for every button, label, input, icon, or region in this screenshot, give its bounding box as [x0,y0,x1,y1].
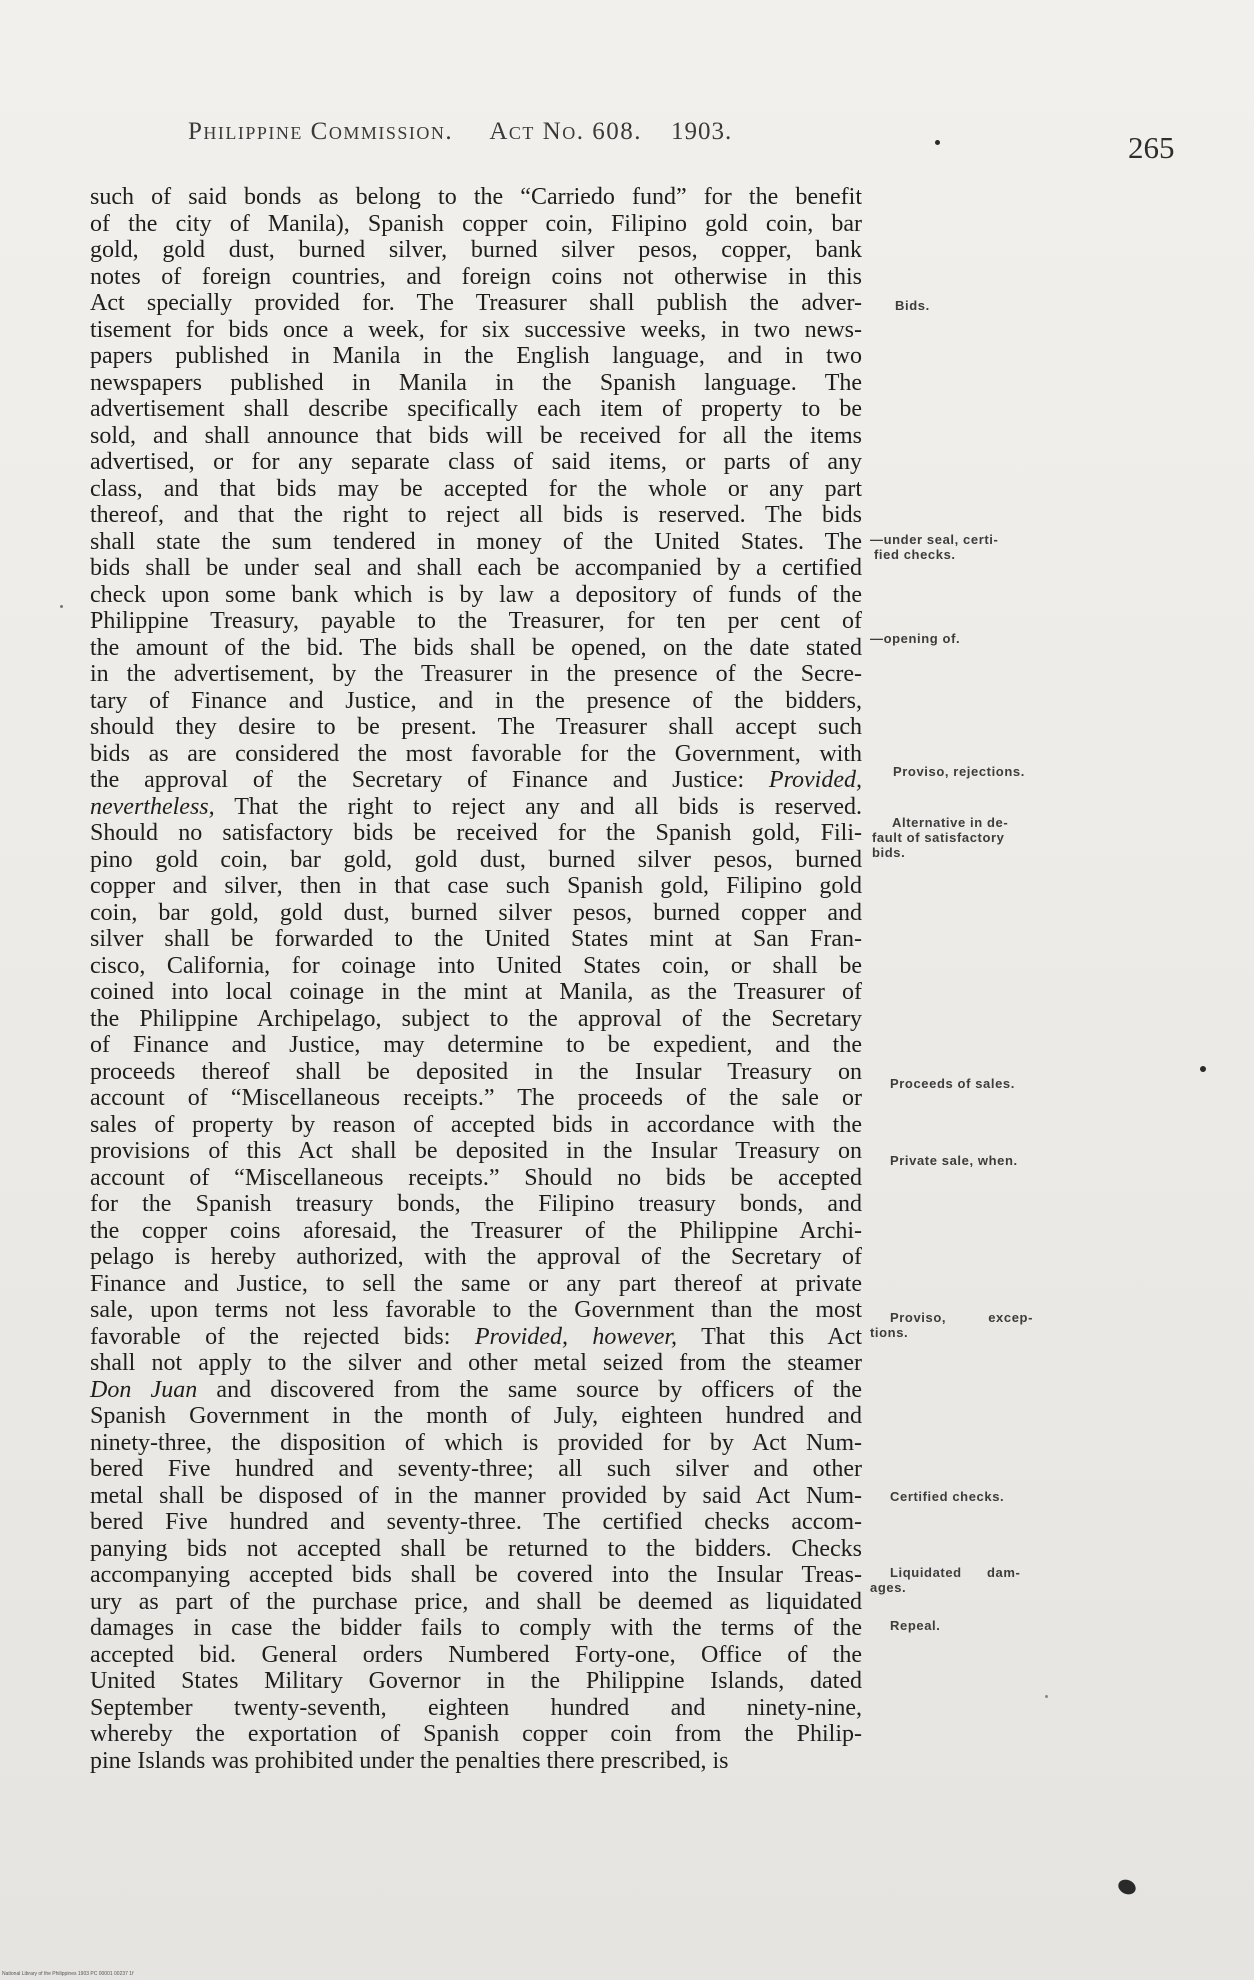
body-line: accepted bid. General orders Numbered Forty-one, Office of the [90,1641,862,1668]
body-line: cisco, California, for coinage into United States coin, or shall be [90,952,862,979]
body-line: coined into local coinage in the mint at Manila, as the Treasurer of [90,979,862,1005]
scan-speck [1116,1877,1138,1897]
body-line: the Philippine Archipelago, subject to the approval of the Secretary [90,1005,862,1032]
scan-speck [1200,1066,1206,1072]
margin-note-line: fault of satisfactory [872,830,1005,845]
body-line: papers published in Manila in the English language, and in two [90,343,862,369]
margin-note-line: tions. [870,1325,909,1340]
margin-note-under-seal [870,532,998,562]
margin-note-line: bids. [872,845,906,860]
body-line: account of “Miscellaneous receipts.” The proceeds of the sale or [90,1085,862,1111]
body-line: such of said bonds as belong to the “Carriedo fund” for the benefit [90,184,862,210]
margin-note-certified-checks: Certified checks. [890,1489,1005,1504]
body-line: sale, upon terms not less favorable to the Government than the most [90,1297,862,1323]
scan-speck [60,605,63,608]
that-this-act: That this Act [701,1323,863,1350]
body-line: bered Five hundred and seventy-three. The certified checks accom- [90,1509,862,1535]
running-head [188,118,732,146]
body-line: Act specially provided for. The Treasurer shall publish the adver- [90,290,862,316]
margin-note-proceeds-of-sales: Proceeds of sales. [890,1076,1015,1091]
margin-note-alternative [872,815,1008,860]
body-line: tisement for bids once a week, for six successive weeks, in two news- [90,316,862,343]
body-line: bids shall be under seal and shall each be accompanied by a certified [90,555,862,581]
body-line: advertisement shall describe specifically each item of property to be [90,396,862,422]
body-line-text: and discovered from the same source by officers of the [216,1376,863,1403]
body-line: silver shall be forwarded to the United States mint at San Fran- [90,926,862,952]
margin-note-bids: Bids. [895,298,930,313]
body-line: for the Spanish treasury bonds, the Filipino treasury bonds, and [90,1191,862,1217]
body-line: the amount of the bid. The bids shall be opened, on the date stated [90,634,862,661]
body-line: gold, gold dust, burned silver, burned silver pesos, copper, bank [90,237,862,263]
body-line: pelago is hereby authorized, with the approval of the Secretary of [90,1244,862,1270]
page-number: 265 [1128,130,1175,165]
margin-note-line: —under seal, certi- [870,532,999,547]
proviso-however-italic: Provided, however, [474,1323,678,1350]
running-head-act: Act No. 608. [489,118,642,145]
body-line-don-juan [90,1377,862,1404]
body-line: sold, and shall announce that bids will be received for all the items [90,422,862,449]
body-line: class, and that bids may be accepted for the whole or any part [90,475,862,502]
scan-speck [935,140,940,145]
body-line: accompanying accepted bids shall be covered into the Insular Treas- [90,1562,862,1588]
body-line: panying bids not accepted shall be returned to the bidders. Checks [90,1535,862,1562]
body-line: provisions of this Act shall be deposited in the Insular Treasury on [90,1138,862,1164]
steamer-name-italic: Don Juan [90,1376,198,1403]
running-head-year: 1903. [670,118,733,145]
body-line: notes of foreign countries, and foreign coins not otherwise in this [90,263,862,290]
margin-note-line: Liquidated dam- [890,1565,1021,1580]
body-line: United States Military Governor in the Philippine Islands, dated [90,1668,862,1694]
body-line-text: That the right to reject any and all bids is reserved. [214,793,862,820]
body-line: September twenty-seventh, eighteen hundred and ninety-nine, [90,1694,862,1721]
proviso-italic: Provided, [768,767,863,793]
body-line: account of “Miscellaneous receipts.” Should no bids be accepted [90,1164,862,1191]
body-line: check upon some bank which is by law a depository of funds of the [90,581,862,608]
body-line: of Finance and Justice, may determine to be expedient, and the [90,1032,862,1058]
running-head-commission: Philippine Commission. [188,118,454,145]
body-line: newspapers published in Manila in the Spanish language. The [90,369,862,396]
body-line: in the advertisement, by the Treasurer in the presence of the Secre- [90,661,862,687]
scan-speck [1045,1695,1048,1698]
body-line: pino gold coin, bar gold, gold dust, burned silver pesos, burned [90,846,862,873]
margin-note-line: fied checks. [874,547,956,562]
body-line: Philippine Treasury, payable to the Treasurer, for ten per cent of [90,608,862,634]
body-line: ury as part of the purchase price, and shall be deemed as liquidated [90,1588,862,1615]
body-line: pine Islands was prohibited under the penalties there prescribed, is [90,1747,729,1774]
body-line-with-proviso [90,1324,862,1351]
margin-note-opening-of: —opening of. [870,631,961,646]
body-line: tary of Finance and Justice, and in the presence of the bidders, [90,687,862,714]
body-line: metal shall be disposed of in the manner provided by said Act Num- [90,1482,862,1509]
margin-note-repeal: Repeal. [890,1618,941,1633]
body-line: shall state the sum tendered in money of the United States. The [90,528,862,555]
margin-note-proviso-rejections: Proviso, rejections. [893,764,1025,779]
footer-credit: National Library of the Philippines 1903 PC 00001 00237 1f [2,1971,134,1977]
body-line: Spanish Government in the month of July, eighteen hundred and [90,1403,862,1429]
margin-note-private-sale: Private sale, when. [890,1153,1018,1168]
body-line-text: favorable of the rejected bids: [90,1323,451,1350]
body-line: whereby the exportation of Spanish copper coin from the Philip- [90,1721,862,1747]
body-line: of the city of Manila), Spanish copper coin, Filipino gold coin, bar [90,210,862,237]
body-line: sales of property by reason of accepted bids in accordance with the [90,1111,862,1138]
body-line: advertised, or for any separate class of said items, or parts of any [90,449,862,475]
body-line-nevertheless [90,794,862,821]
body-line: should they desire to be present. The Treasurer shall accept such [90,714,862,740]
body-line: ninety-three, the disposition of which is provided for by Act Num- [90,1429,862,1456]
margin-note-line: ages. [870,1580,907,1595]
body-line-with-proviso [90,767,862,794]
body-line: bered Five hundred and seventy-three; all such silver and other [90,1456,862,1482]
body-line: shall not apply to the silver and other metal seized from the steamer [90,1350,862,1376]
body-line-text: the approval of the Secretary of Finance and Justice: [90,767,745,793]
body-line: damages in case the bidder fails to comply with the terms of the [90,1615,862,1641]
body-line: Finance and Justice, to sell the same or any part thereof at private [90,1270,862,1297]
nevertheless-italic: nevertheless, [90,793,215,820]
margin-note-liquidated-damages [870,1565,1060,1595]
body-line: proceeds thereof shall be deposited in the Insular Treasury on [90,1058,862,1085]
margin-note-line: Alternative in de- [892,815,1009,830]
body-line: bids as are considered the most favorable for the Government, with [90,740,862,767]
body-line: thereof, and that the right to reject all bids is reserved. The bids [90,502,862,528]
body-line: the copper coins aforesaid, the Treasurer of the Philippine Archi- [90,1217,862,1244]
margin-note-line: Proviso, excep- [890,1310,1034,1325]
body-line: coin, bar gold, gold dust, burned silver pesos, burned copper and [90,899,862,926]
body-line: copper and silver, then in that case such Spanish gold, Filipino gold [90,873,862,899]
body-line: Should no satisfactory bids be received for the Spanish gold, Fili- [90,820,862,846]
body-text [90,184,862,1774]
margin-note-proviso-exceptions [870,1310,1060,1340]
